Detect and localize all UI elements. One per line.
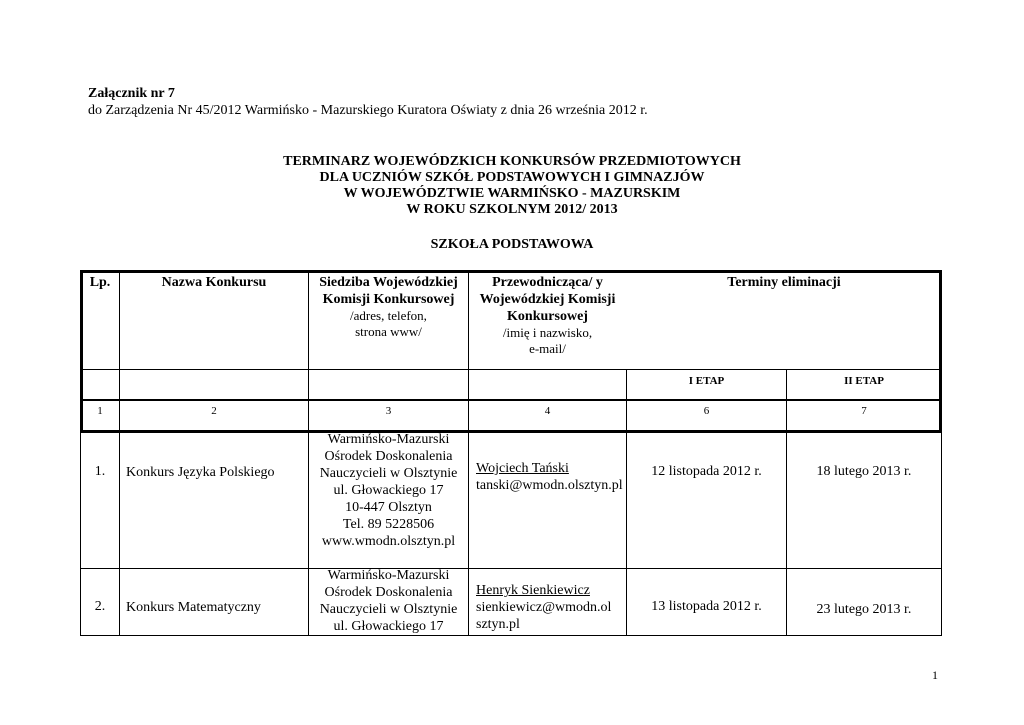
row-1-lp: 1. [94,464,106,479]
col-header-lp: Lp. [89,275,111,290]
row-1-seat-line: Nauczycieli w Olsztynie [319,466,458,481]
row-1-website-link[interactable]: www.wmodn.olsztyn.pl [321,534,456,549]
table-border [941,430,942,636]
row-1-seat-line: Warmińsko-Mazurski [327,432,450,447]
attachment-label: Załącznik nr 7 [88,86,175,101]
col-number: 1 [97,405,103,417]
row-divider [80,369,942,370]
col-header-seat-3: /adres, telefon, [350,308,427,323]
row-1-etap-1: 12 listopada 2012 r. [651,464,762,479]
row-2-seat-line: Warmińsko-Mazurski [327,568,450,583]
row-2-chair-email-cont[interactable]: sztyn.pl [476,617,520,632]
col-header-terms: Terminy eliminacji [727,275,841,290]
col-header-chair-5: e-mail/ [529,341,566,356]
col-divider [119,270,120,636]
row-2-seat-line: ul. Głowackiego 17 [333,619,444,634]
col-header-seat-4: strona www/ [355,324,422,339]
col-number: 2 [211,405,217,417]
row-divider [80,635,942,636]
row-1-seat-line: 10-447 Olsztyn [345,500,432,515]
row-1-seat-line: Ośrodek Doskonalenia [324,449,453,464]
row-2-etap-2: 23 lutego 2013 r. [816,602,912,617]
col-header-name: Nazwa Konkursu [161,275,267,290]
row-1-seat-line[interactable]: Tel. 89 5228506 [342,517,435,532]
page-number: 1 [932,668,938,682]
title-line-3: W WOJEWÓDZTWIE WARMIŃSKO - MAZURSKIM [343,186,681,201]
col-header-etap-2: II ETAP [844,375,884,387]
section-title: SZKOŁA PODSTAWOWA [430,237,594,252]
row-2-chair-name: Henryk Sienkiewicz [476,583,590,598]
row-2-name: Konkurs Matematyczny [126,600,261,615]
row-1-seat-line: ul. Głowackiego 17 [333,483,444,498]
col-number: 7 [861,405,867,417]
row-1-etap-2: 18 lutego 2013 r. [816,464,912,479]
row-2-etap-1: 13 listopada 2012 r. [651,599,762,614]
row-2-seat-line: Nauczycieli w Olsztynie [319,602,458,617]
title-line-2: DLA UCZNIÓW SZKÓŁ PODSTAWOWYCH I GIMNAZJÓW [319,170,705,185]
col-number: 4 [544,405,551,417]
title-line-4: W ROKU SZKOLNYM 2012/ 2013 [406,202,618,217]
row-2-chair-email[interactable]: sienkiewicz@wmodn.ol [476,600,612,615]
col-header-seat-2: Komisji Konkursowej [322,292,455,307]
col-header-chair-3: Konkursowej [507,309,588,324]
col-header-seat-1: Siedziba Wojewódzkiej [319,275,458,290]
col-header-chair-1: Przewodnicząca/ y [492,275,603,290]
col-number: 3 [385,405,392,417]
row-1-name: Konkurs Języka Polskiego [126,465,275,480]
title-line-1: TERMINARZ WOJEWÓDZKICH KONKURSÓW PRZEDMIOTOWYCH [283,154,741,169]
col-header-etap-1: I ETAP [688,375,725,387]
row-2-seat-line: Ośrodek Doskonalenia [324,585,453,600]
col-header-chair-2: Wojewódzkiej Komisji [479,292,616,307]
col-header-chair-4: /imię i nazwisko, [502,325,593,340]
row-divider [80,568,942,569]
row-1-chair-email[interactable]: tanski@wmodn.olsztyn.pl [476,478,623,493]
row-1-chair-name: Wojciech Tański [476,461,569,476]
row-divider [80,399,942,401]
attachment-reference: do Zarządzenia Nr 45/2012 Warmińsko - Mazurskiego Kuratora Oświaty z dnia 26 września 2012 r. [88,103,648,118]
col-number: 6 [703,405,710,417]
row-2-lp: 2. [94,599,106,614]
